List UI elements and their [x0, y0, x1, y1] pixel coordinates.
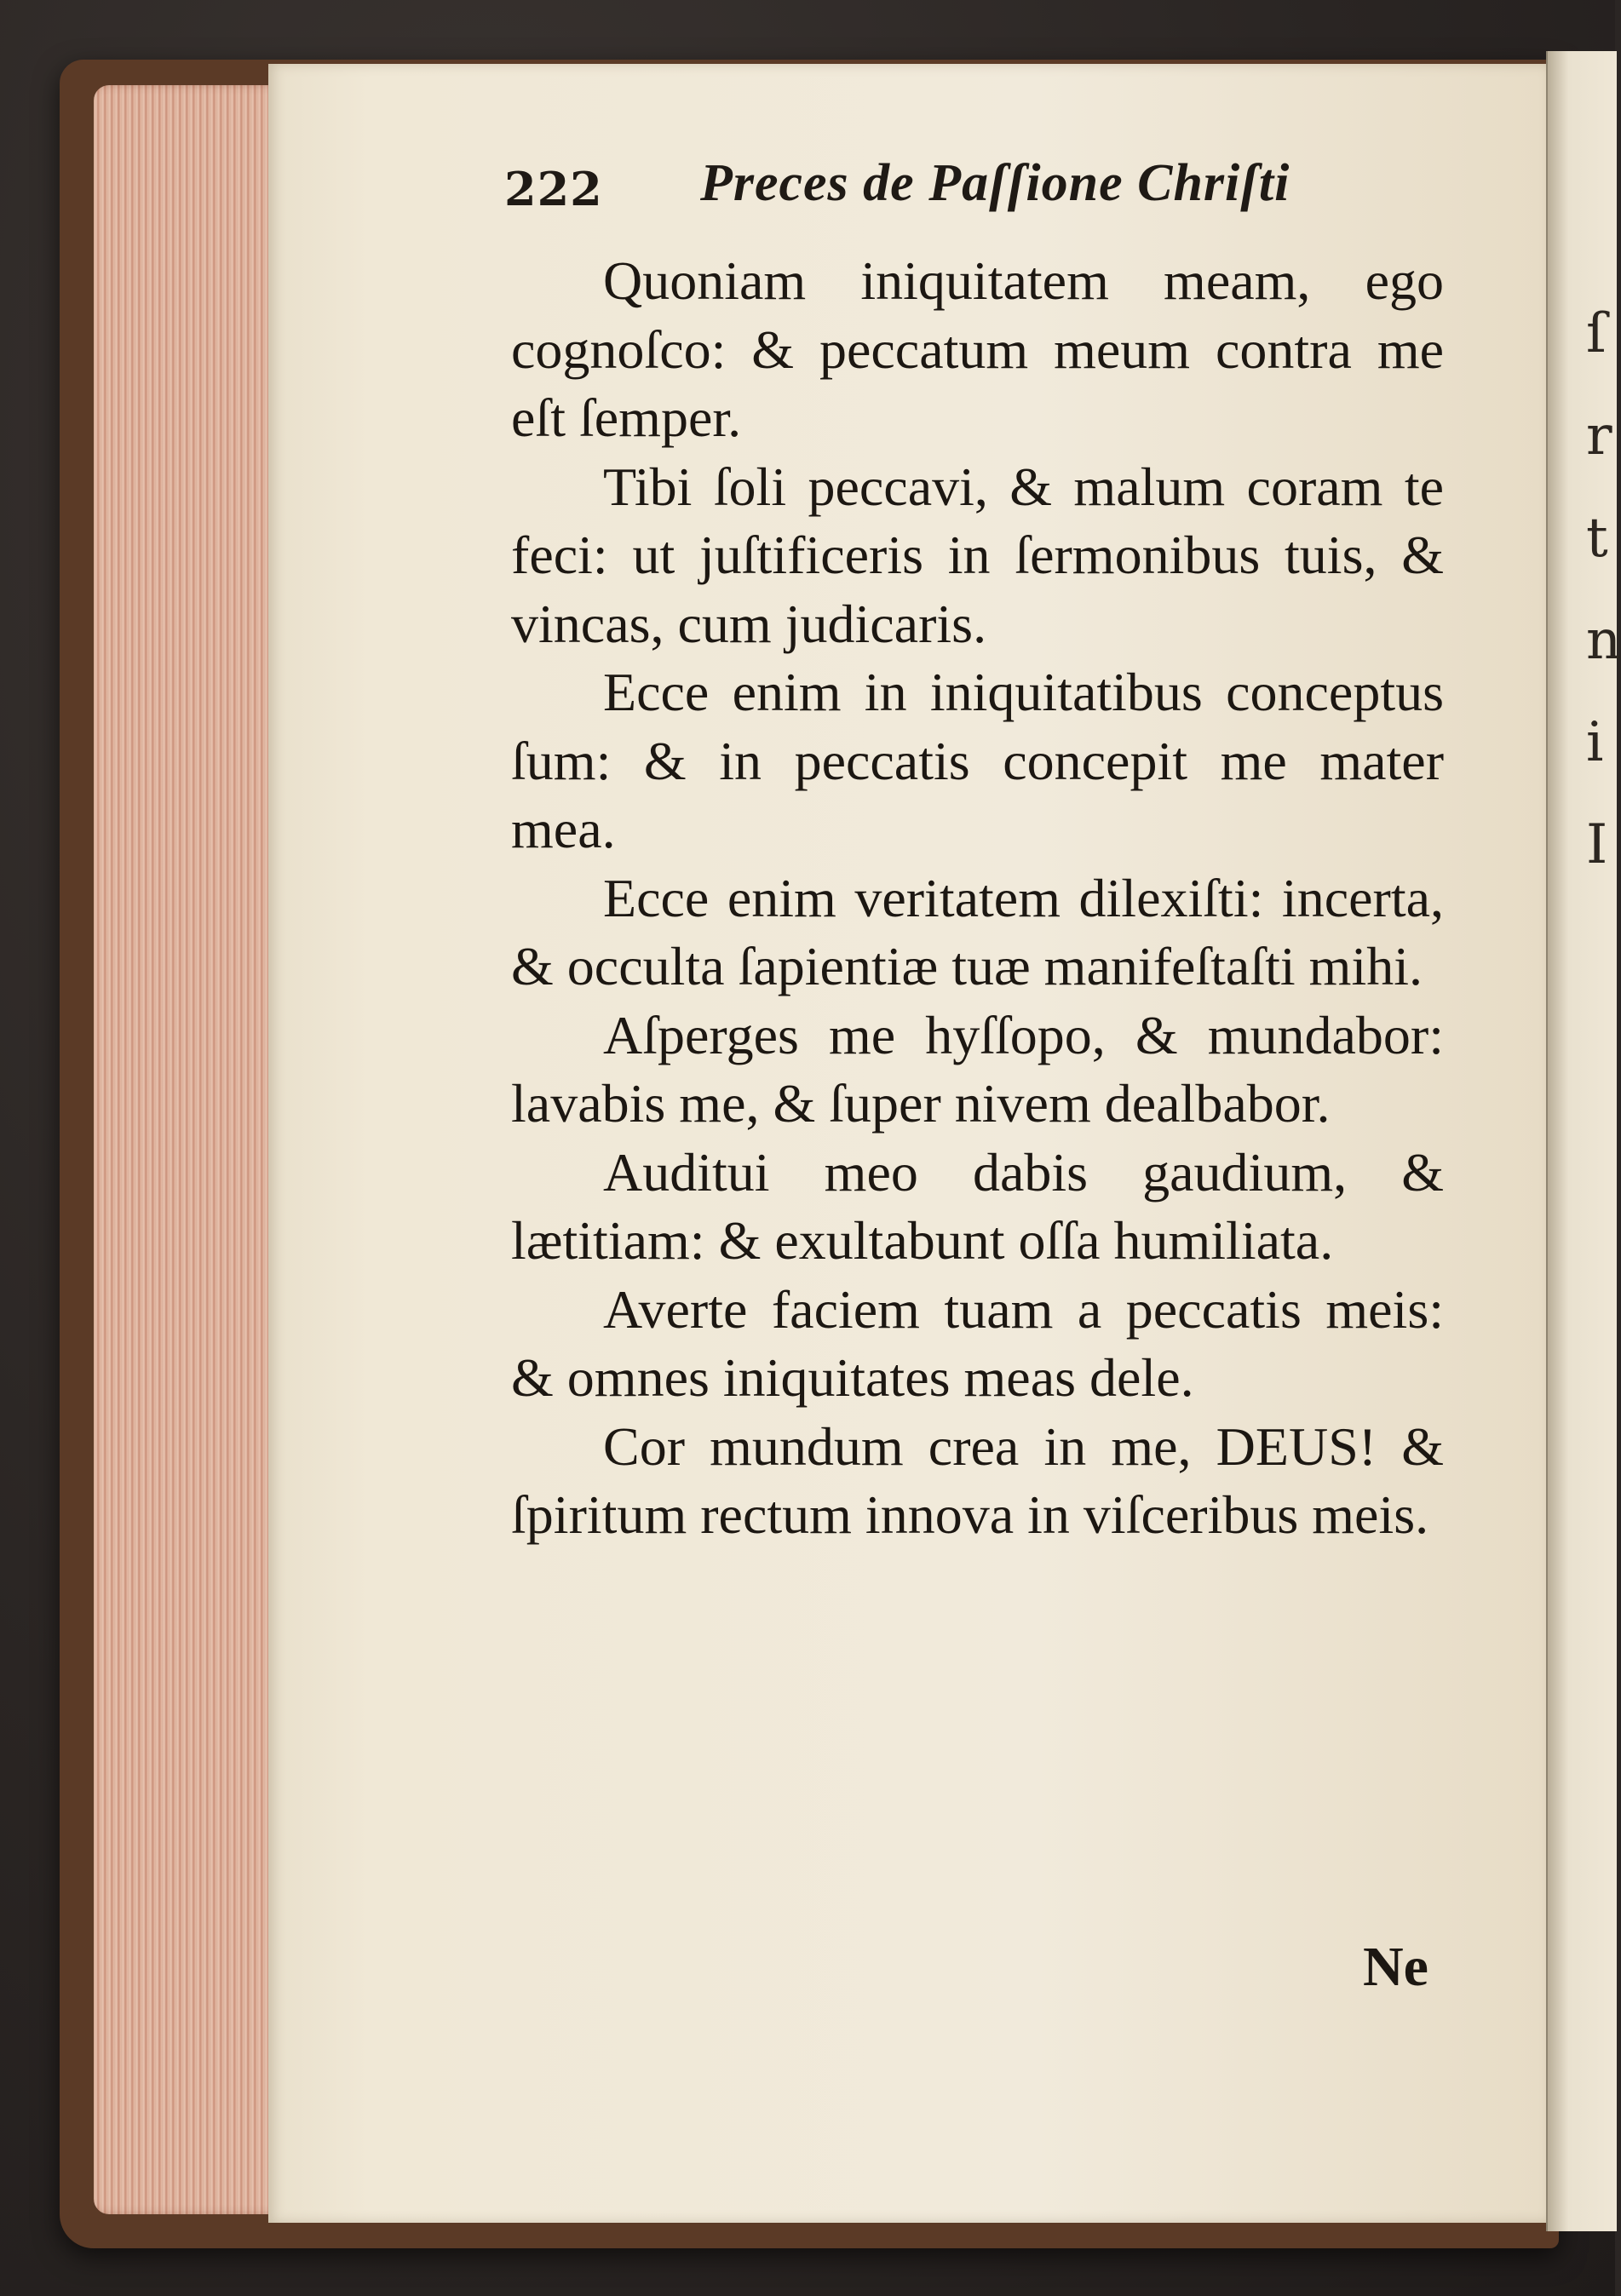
verse: Auditui meo dabis gaudium, & lætitiam: & exultabunt oſſa humiliata.	[511, 1141, 1444, 1271]
psalm-text	[511, 247, 1444, 1550]
verse: Aſperges me hyſſopo, & mundabor: lavabis me, & ſuper nivem dealbabor.	[511, 1004, 1444, 1134]
fragment: t	[1586, 507, 1608, 570]
verse: Averte faciem tuam a peccatis meis: & omnes iniquitates meas dele.	[511, 1278, 1444, 1408]
fragment: i	[1586, 711, 1604, 774]
fragment: n	[1586, 609, 1621, 672]
verse: Quoniam iniquitatem meam, ego cognoſco: & peccatum meum contra me eſt ſemper.	[511, 250, 1444, 448]
verse: Tibi ſoli peccavi, & malum coram te feci: ut juſtificeris in ſermonibus tuis, & vincas, cum judicaris.	[511, 456, 1444, 654]
next-page-text-fragments	[1586, 302, 1621, 920]
verse: Ecce enim in iniquitatibus conceptus ſum: & in peccatis concepit me mater mea.	[511, 662, 1444, 859]
fragment: I	[1586, 813, 1608, 876]
page-header	[504, 153, 1424, 230]
running-title: Preces de Paſſione Chriſti	[700, 154, 1290, 212]
catchword: Ne	[1363, 1936, 1428, 1998]
verse: Ecce enim veritatem dilexiſti: incerta, & occulta ſapientiæ tuæ manifeſtaſti mihi.	[511, 867, 1444, 996]
page-number: 222	[504, 162, 603, 216]
fragment: r	[1586, 405, 1612, 468]
fragment: ſ	[1586, 302, 1607, 365]
verse: Cor mundum crea in me, DEUS! & ſpiritum rectum innova in viſceribus meis.	[511, 1415, 1444, 1545]
